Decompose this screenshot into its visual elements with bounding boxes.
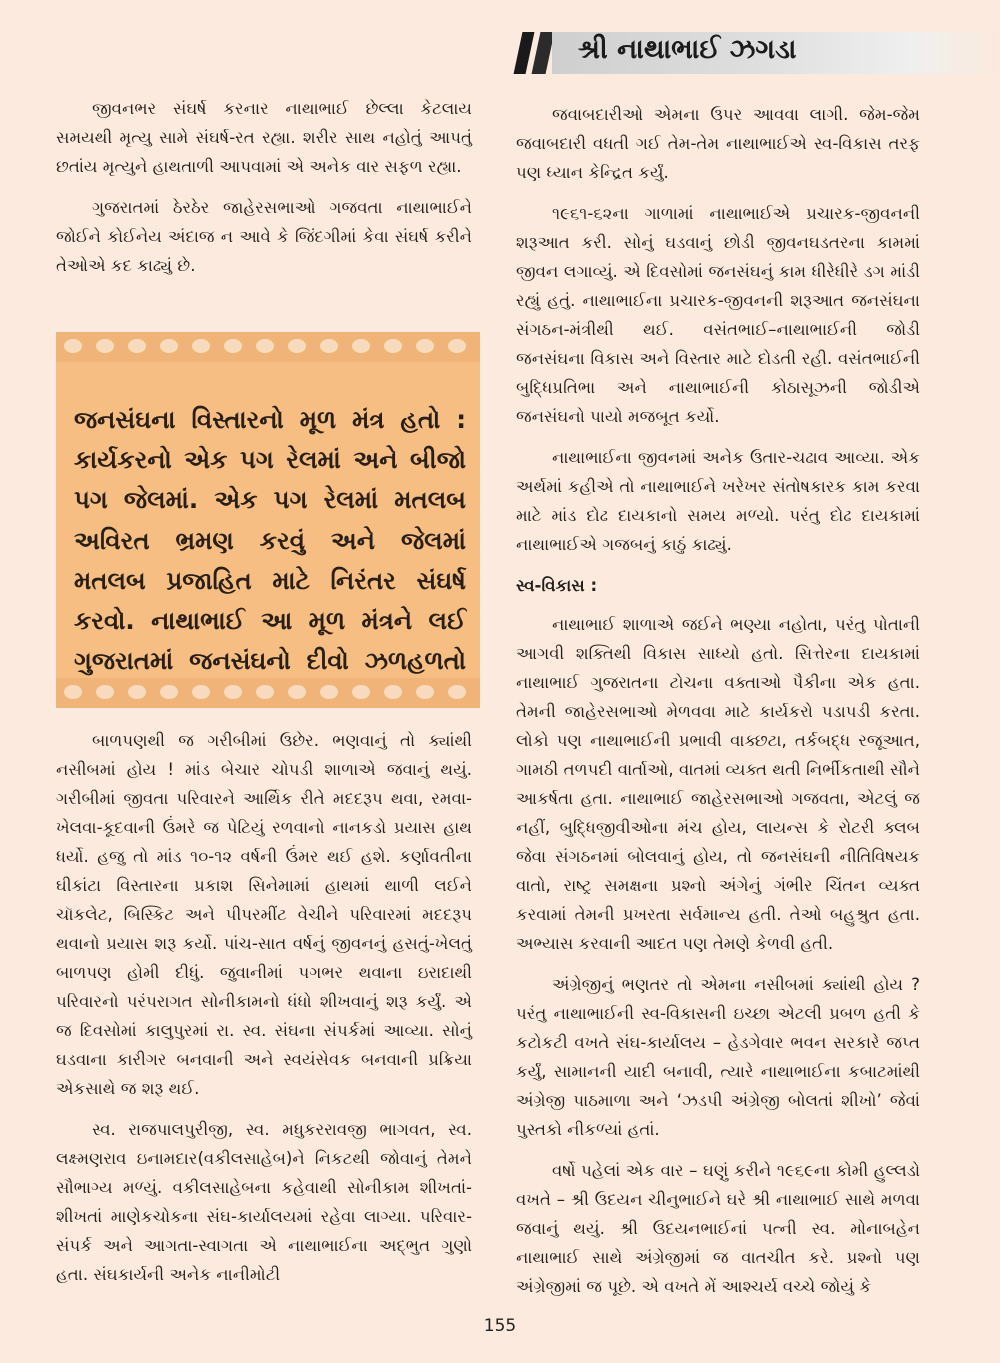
left-column-top	[56, 94, 472, 292]
paragraph: નાથાભાઈ શાળાએ જઈને ભણ્યા નહોતા, પરંતુ પોતાની આગવી શક્તિથી વિકાસ સાધ્યો હતો. સિત્તેરના દાયકામાં નાથાભાઈ ગુજરાતના ટોચના વક્તાઓ પૈકીના એક હતા. તેમની જાહેરસભાઓ મેળવવા માટે કાર્યકરો પડાપડી કરતા. લોકો પણ નાથાભાઈની પ્રભાવી વાક્છટા, તર્કબદ્ધ રજૂઆત, ગામઠી તળપદી વાર્તાઓ, વાતમાં વ્યક્ત થતી નિર્ભીકતાથી સૌને આકર્ષતા હતા. નાથાભાઈ જાહેરસભાઓ ગજવતા, એટલું જ નહીં, બુદ્ધિજીવીઓના મંચ હોય, લાયન્સ કે રોટરી ક્લબ જેવા સંગઠનમાં બોલવાનું હોય, તો જનસંઘની નીતિવિષયક વાતો, રાષ્ટ્ર સમક્ષના પ્રશ્નો અંગેનું ગંભીર ચિંતન વ્યક્ત કરવામાં તેમની પ્રખરતા સર્વમાન્ય હતી. તેઓ બહુશ્રુત હતા. અભ્યાસ કરવાની આદત પણ તેમણે કેળવી હતી.	[516, 615, 920, 953]
paragraph: જીવનભર સંઘર્ષ કરનાર નાથાભાઈ છેલ્લા કેટલાય સમયથી મૃત્યુ સામે સંઘર્ષ-રત રહ્યા. શરીર સાથ નહોતું આપતું છતાંય મૃત્યુને હાથતાળી આપવામાં એ અનેક વાર સફળ રહ્યા.	[56, 99, 472, 176]
paragraph: જવાબદારીઓ એમના ઉપર આવવા લાગી. જેમ-જેમ જવાબદારી વધતી ગઈ તેમ-તેમ નાથાભાઈએ સ્વ-વિકાસ તરફ પણ ધ્યાન કેન્દ્રિત કર્યું.	[516, 105, 920, 182]
paragraph: નાથાભાઈના જીવનમાં અનેક ઉતાર-ચઢાવ આવ્યા. એક અર્થમાં કહીએ તો નાથાભાઈને ખરેખર સંતોષકારક કામ કરવા માટે માંડ દોઢ દાયકાનો સમય મળ્યો. પરંતુ દોઢ દાયકામાં નાથાભાઈએ ગજબનું કાઠું કાઢ્યું.	[516, 448, 920, 554]
header-accent-bar	[514, 32, 535, 74]
right-column	[516, 100, 920, 1313]
paragraph: ૧૯૬૧-૬૨ના ગાળામાં નાથાભાઈએ પ્રચારક-જીવનની શરૂઆત કરી. સોનું ઘડવાનું છોડી જીવનઘડતરના કામમાં જીવન લગાવ્યું. એ દિવસોમાં જનસંઘનું કામ ધીરેધીરે ડગ માંડી રહ્યું હતું. નાથાભાઈના પ્રચારક-જીવનની શરૂઆત જનસંઘના સંગઠન-મંત્રીથી થઈ. વસંતભાઈ–નાથાભાઈની જોડી જનસંઘના વિકાસ અને વિસ્તાર માટે દોડતી રહી. વસંતભાઈની બુદ્ધિપ્રતિભા અને નાથાભાઈની કોઠાસૂઝની જોડીએ જનસંઘનો પાયો મજબૂત કર્યો.	[516, 204, 920, 426]
chapter-header	[518, 28, 1000, 78]
section-subheading: સ્વ-વિકાસ :	[516, 576, 598, 595]
paragraph: ગુજરાતમાં ઠેરઠેર જાહેરસભાઓ ગજવતા નાથાભાઈને જોઈને કોઈનેય અંદાજ ન આવે કે જિંદગીમાં કેવા સંઘર્ષ કરીને તેઓએ કદ કાઢ્યું છે.	[56, 198, 472, 275]
paragraph: સ્વ. રાજપાલપુરીજી, સ્વ. મધુકરરાવજી ભાગવત, સ્વ. લક્ષ્મણરાવ ઇનામદાર(વકીલસાહેબ)ને નિકટથી જોવાનું તેમને સૌભાગ્ય મળ્યું. વકીલસાહેબના કહેવાથી સોનીકામ શીખતાં-શીખતાં માણેકચોકના સંઘ-કાર્યાલયમાં રહેવા લાગ્યા. પરિવાર-સંપર્ક અને આગતા-સ્વાગતા એ નાથાભાઈના અદ્ભુત ગુણો હતા. સંઘકાર્યની અનેક નાનીમોટી	[56, 1120, 472, 1284]
lace-border-top	[56, 332, 480, 362]
paragraph: અંગ્રેજીનું ભણતર તો એમના નસીબમાં ક્યાંથી હોય ? પરંતુ નાથાભાઈની સ્વ-વિકાસની ઇચ્છા એટલી પ્રબળ હતી કે કટોકટી વખતે સંઘ-કાર્યાલય – હેડગેવાર ભવન સરકારે જપ્ત કર્યું, સામાનની યાદી બનાવી, ત્યારે નાથાભાઈના કબાટમાંથી અંગ્રેજી પાઠમાળા અને ‘ઝડપી અંગ્રેજી બોલતાં શીખો’ જેવાં પુસ્તકો નીકળ્યાં હતાં.	[516, 975, 920, 1139]
paragraph: બાળપણથી જ ગરીબીમાં ઉછેર. ભણવાનું તો ક્યાંથી નસીબમાં હોય ! માંડ બેચાર ચોપડી શાળાએ જવાનું થયું. ગરીબીમાં જીવતા પરિવારને આર્થિક રીતે મદદરૂપ થવા, રમવા-ખેલવા-કૂદવાની ઉંમરે જ પેટિયું રળવાનો નાનકડો પ્રયાસ હાથ ધર્યો. હજુ તો માંડ ૧૦-૧૨ વર્ષની ઉંમર થઈ હશે. કર્ણાવતીના ઘીકાંટા વિસ્તારના પ્રકાશ સિનેમામાં હાથમાં થાળી લઈને ચૉકલેટ, બિસ્કિટ અને પીપરમીંટ વેચીને પરિવારમાં મદદરૂપ થવાનો પ્રયાસ શરૂ કર્યો. પાંચ-સાત વર્ષનું જીવનનું હસતું-ખેલતું બાળપણ હોમી દીધું. જુવાનીમાં પગભર થવાના ઇરાદાથી પરિવારનો પરંપરાગત સોનીકામનો ધંધો શીખવાનું શરૂ કર્યું. એ જ દિવસોમાં કાલુપુરમાં રા. સ્વ. સંઘના સંપર્કમાં આવ્યા. સોનું ઘડવાના કારીગર બનવાની અને સ્વયંસેવક બનવાની પ્રક્રિયા એકસાથે જ શરૂ થઈ.	[56, 731, 472, 1098]
page-number: 155	[483, 1316, 517, 1336]
left-column-bottom	[56, 726, 472, 1301]
pull-quote-box	[56, 332, 480, 708]
lace-border-bottom	[56, 678, 480, 708]
paragraph: વર્ષો પહેલાં એક વાર – ઘણું કરીને ૧૯૬૯ના કોમી હુલ્લડો વખતે – શ્રી ઉદયન ચીનુભાઈને ઘરે શ્રી નાથાભાઈ સાથે મળવા જવાનું થયું. શ્રી ઉદયનભાઈનાં પત્ની સ્વ. મોનાબહેન નાથાભાઈ સાથે અંગ્રેજીમાં જ વાતચીત કરે. પ્રશ્નો પણ અંગ્રેજીમાં જ પૂછે. એ વખતે મેં આશ્ચર્ય વચ્ચે જોયું કે	[516, 1161, 920, 1296]
chapter-title: શ્રી નાથાભાઈ ઝગડા	[578, 34, 797, 65]
pull-quote-text: જનસંઘના વિસ્તારનો મૂળ મંત્ર હતો : કાર્યકરનો એક પગ રેલમાં અને બીજો પગ જેલમાં. એક પગ રેલમાં મતલબ અવિરત ભ્રમણ કરવું અને જેલમાં મતલબ પ્રજાહિત માટે નિરંતર સંઘર્ષ કરવો. નાથાભાઈ આ મૂળ મંત્રને લઈ ગુજરાતમાં જનસંઘનો દીવો ઝળહળતો	[74, 405, 466, 676]
